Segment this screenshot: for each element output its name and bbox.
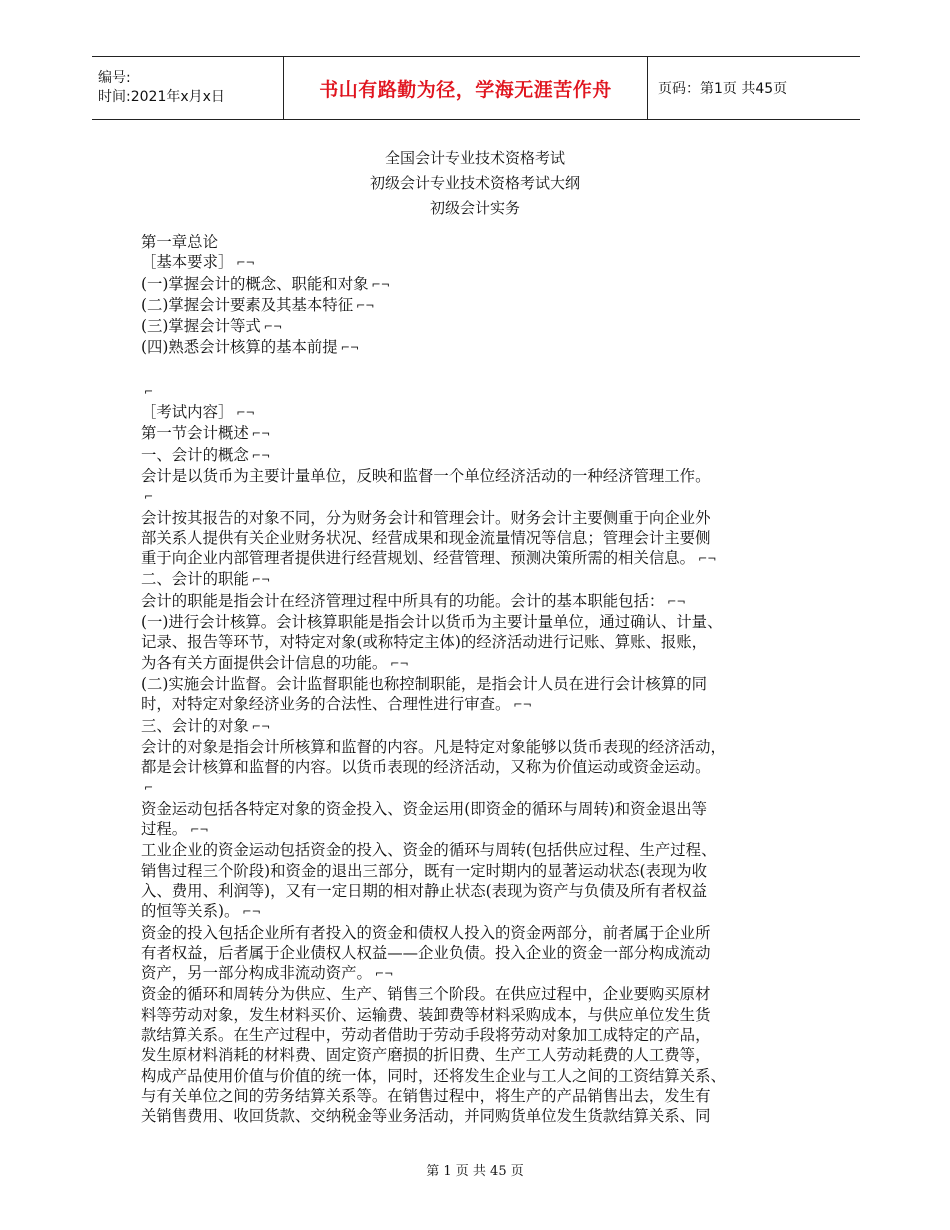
header-page-info: 页码：第1页 共45页 <box>658 81 788 97</box>
body-line <box>141 423 821 444</box>
line-text: (四)熟悉会计核算的基本前提 <box>141 338 338 357</box>
body-line <box>141 1005 821 1025</box>
line-text: 过程。 <box>141 820 188 839</box>
body-line <box>141 528 821 548</box>
paragraph-mark-icon: ⌐¬ <box>356 298 375 312</box>
body-line <box>141 316 821 337</box>
document-time-label: 时间:2021年x月x日 <box>98 89 225 105</box>
line-text: 料等劳动对象，发生材料买价、运输费、装卸费等材料采购成本，与供应单位发生货 <box>141 1005 711 1024</box>
paragraph-mark-icon: ⌐¬ <box>340 341 360 355</box>
body-line <box>141 963 821 984</box>
body-line <box>141 466 821 486</box>
paragraph-mark-icon: ⌐¬ <box>698 552 717 566</box>
paragraph-mark-icon: ⌐¬ <box>513 698 532 712</box>
body-line <box>141 295 821 316</box>
line-text: (一)进行会计核算。会计核算职能是指会计以货币为主要计量单位，通过确认、计量、 <box>141 613 723 632</box>
body-line <box>141 1045 821 1065</box>
body-line <box>141 337 821 358</box>
line-text: (二)实施会计监督。会计监督职能也称控制职能，是指会计人员在进行会计核算的同 <box>141 674 708 693</box>
line-text: 发生原材料消耗的材料费、固定资产磨损的折旧费、生产工人劳动耗费的人工费等， <box>141 1046 711 1065</box>
line-text: 一、会计的概念 <box>141 445 249 464</box>
line-text: 与有关单位之间的劳务结算关系等。在销售过程中，将生产的产品销售出去，发生有 <box>141 1086 711 1105</box>
line-text: 第一节会计概述 <box>141 424 249 443</box>
body-line <box>141 402 821 423</box>
header-table <box>92 56 860 120</box>
body-line <box>141 486 821 507</box>
document-body <box>141 232 821 1126</box>
paragraph-mark-icon: ⌐¬ <box>190 823 209 837</box>
body-line <box>141 1025 821 1045</box>
body-line <box>141 881 821 901</box>
line-text: 二、会计的职能 <box>141 570 249 589</box>
line-text: 款结算关系。在生产过程中，劳动者借助于劳动手段将劳动对象加工成特定的产品， <box>141 1025 711 1044</box>
title-line: 初级会计实务 <box>429 199 520 217</box>
line-text: (二)掌握会计要素及其基本特征 <box>141 295 354 314</box>
body-line <box>141 252 821 273</box>
body-line <box>141 819 821 840</box>
body-line <box>141 632 821 652</box>
header-motto: 书山有路勤为径，学海无涯苦作舟 <box>284 57 648 119</box>
line-text: 构成产品使用价值与价值的统一体，同时，还将发生企业与工人之间的工资结算关系、 <box>141 1066 726 1085</box>
body-line <box>141 777 821 798</box>
paragraph-mark-icon: ⌐¬ <box>251 719 271 733</box>
document-titles <box>0 146 950 221</box>
paragraph-mark-icon: ⌐¬ <box>251 448 271 462</box>
line-text: ［考试内容］ <box>141 403 234 422</box>
line-text: 的恒等关系)。 <box>141 902 240 921</box>
body-line <box>141 757 821 777</box>
paragraph-mark-icon: ⌐¬ <box>667 594 686 608</box>
paragraph-mark-icon: ⌐¬ <box>236 256 255 270</box>
paragraph-mark-icon: ⌐¬ <box>371 277 390 291</box>
body-line <box>141 381 821 402</box>
line-text: 资金运动包括各特定对象的资金投入、资金运用(即资金的循环与周转)和资金退出等 <box>141 799 708 818</box>
line-text: 三、会计的对象 <box>141 716 249 735</box>
paragraph-mark-icon: ⌐¬ <box>390 656 409 670</box>
line-text: (三)掌握会计等式 <box>141 317 261 336</box>
body-line <box>141 1086 821 1106</box>
line-text: 会计按其报告的对象不同，分为财务会计和管理会计。财务会计主要侧重于向企业外 <box>141 508 711 527</box>
body-line <box>141 861 821 881</box>
body-line <box>141 923 821 943</box>
paragraph-mark-icon: ⌐ <box>144 384 154 398</box>
line-text: 重于向企业内部管理者提供进行经营规划、经营管理、预测决策所需的相关信息。 <box>141 549 696 568</box>
blank-line <box>141 359 821 381</box>
title-line: 初级会计专业技术资格考试大纲 <box>369 174 580 192</box>
line-text: (一)掌握会计的概念、职能和对象 <box>141 274 369 293</box>
line-text: ［基本要求］ <box>141 253 234 272</box>
body-line <box>141 445 821 466</box>
body-line <box>141 694 821 715</box>
line-text: 第一章总论 <box>141 233 218 251</box>
body-line <box>141 737 821 757</box>
paragraph-mark-icon: ⌐¬ <box>251 573 271 587</box>
paragraph-mark-icon: ⌐ <box>144 781 154 795</box>
body-line <box>141 1106 821 1126</box>
body-line <box>141 612 821 632</box>
line-text: 会计的对象是指会计所核算和监督的内容。凡是特定对象能够以货币表现的经济活动， <box>141 737 726 756</box>
line-text: 会计的职能是指会计在经济管理过程中所具有的功能。会计的基本职能包括： <box>141 591 665 610</box>
body-line <box>141 232 821 252</box>
line-text: 入、费用、利润等)，又有一定日期的相对静止状态(表现为资产与负债及所有者权益 <box>141 881 708 900</box>
line-text: 销售过程三个阶段)和资金的退出三部分，既有一定时期内的显著运动状态(表现为收 <box>141 861 708 880</box>
paragraph-mark-icon: ⌐¬ <box>251 427 271 441</box>
body-line <box>141 591 821 612</box>
body-line <box>141 901 821 922</box>
paragraph-mark-icon: ⌐ <box>144 490 154 504</box>
line-text: 部关系人提供有关企业财务状况、经营成果和现金流量情况等信息；管理会计主要侧 <box>141 528 711 547</box>
body-line <box>141 984 821 1004</box>
body-line <box>141 274 821 295</box>
line-text: 资产，另一部分构成非流动资产。 <box>141 964 372 983</box>
line-text: 资金的循环和周转分为供应、生产、销售三个阶段。在供应过程中，企业要购买原材 <box>141 985 711 1004</box>
paragraph-mark-icon: ⌐¬ <box>242 905 261 919</box>
body-line <box>141 1066 821 1086</box>
line-text: 工业企业的资金运动包括资金的投入、资金的循环与周转(包括供应过程、生产过程、 <box>141 841 717 860</box>
body-line <box>141 674 821 694</box>
line-text: 有者权益，后者属于企业债权人权益——企业负债。投入企业的资金一部分构成流动 <box>141 943 711 962</box>
line-text: 都是会计核算和监督的内容。以货币表现的经济活动，又称为价值运动或资金运动。 <box>141 758 711 777</box>
body-line <box>141 569 821 590</box>
body-line <box>141 943 821 963</box>
header-meta <box>92 57 284 119</box>
line-text: 会计是以货币为主要计量单位，反映和监督一个单位经济活动的一种经济管理工作。 <box>141 466 711 485</box>
body-line <box>141 716 821 737</box>
body-line <box>141 548 821 569</box>
paragraph-mark-icon: ⌐¬ <box>374 967 394 981</box>
title-line: 全国会计专业技术资格考试 <box>384 149 565 167</box>
line-text: 时，对特定对象经济业务的合法性、合理性进行审查。 <box>141 695 511 714</box>
body-line <box>141 799 821 819</box>
line-text: 资金的投入包括企业所有者投入的资金和债权人投入的资金两部分，前者属于企业所 <box>141 923 711 942</box>
body-line <box>141 653 821 674</box>
page-footer: 第 1 页 共 45 页 <box>426 1164 524 1179</box>
paragraph-mark-icon: ⌐¬ <box>263 320 283 334</box>
document-number-label: 编号: <box>98 70 131 86</box>
line-text: 为各有关方面提供会计信息的功能。 <box>141 653 388 672</box>
paragraph-mark-icon: ⌐¬ <box>236 406 255 420</box>
line-text: 记录、报告等环节，对特定对象(或称特定主体)的经济活动进行记账、算账、报账， <box>141 633 708 652</box>
body-line <box>141 508 821 528</box>
body-line <box>141 840 821 860</box>
line-text: 关销售费用、收回货款、交纳税金等业务活动，并同购货单位发生货款结算关系、同 <box>141 1107 711 1126</box>
